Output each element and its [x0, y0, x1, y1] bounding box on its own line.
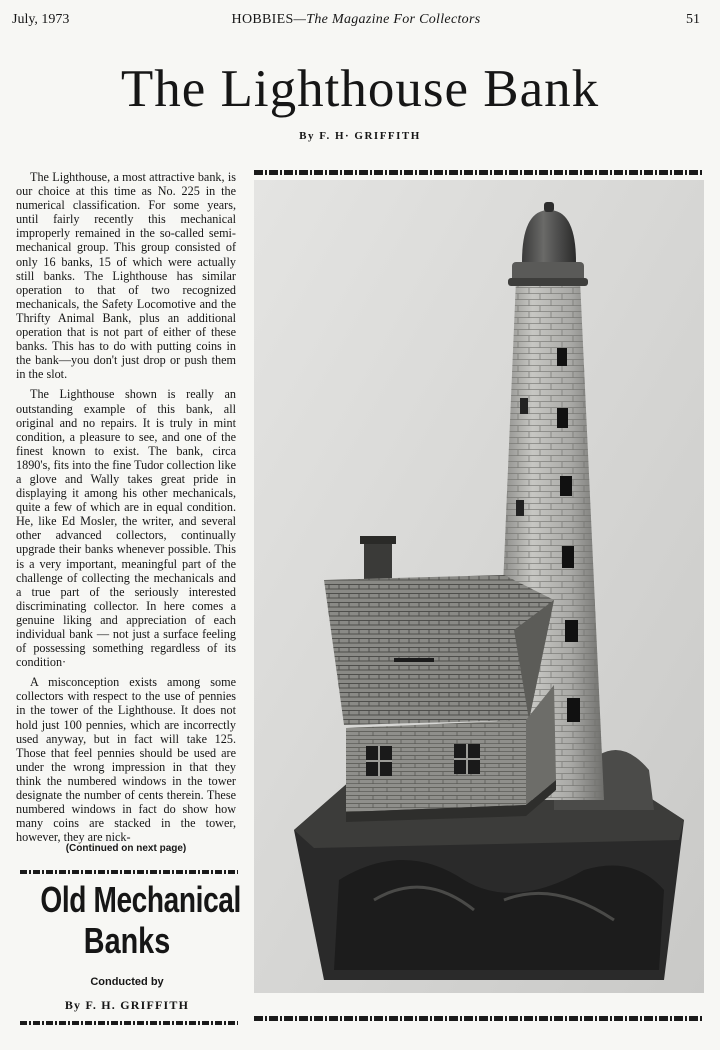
magazine-tagline: —The Magazine For Collectors: [293, 12, 481, 27]
divider-bottom-left: [20, 1021, 238, 1025]
divider-bottom-right: [254, 1016, 704, 1021]
department-title-line2: Banks: [83, 920, 171, 961]
article-paragraph-2: The Lighthouse shown is really an outstanding example of this bank, all original and no repairs. It is truly in mint condition, a pleasure to see, and one of the finest known to exist. The bank, circa 1890's, fits into the fine Tudor collection like a glove and Wally takes great pride in displaying it among his other mechanicals, quite a few of which are in equal condition. He, like Ed Mosler, the writer, and several other advanced collectors, continually upgrade their banks whenever possible. This is a very important, meaningful part of the challenge of collecting the mechanicals and a true part of the seriously interested discriminating collector. In here comes a genuine liking and appreciation of each individual bank — not just a surface feeling of possessing something regardless of its condition·: [16, 387, 236, 670]
issue-date: July, 1973: [12, 12, 70, 27]
running-header: [12, 12, 700, 34]
divider-top-right: [254, 170, 704, 175]
magazine-name: HOBBIES: [231, 12, 294, 27]
lighthouse-bank-illustration: [254, 180, 704, 993]
article-byline: By F. H· GRIFFITH: [299, 130, 421, 142]
department-conducted-by: Conducted by: [90, 976, 164, 988]
lighthouse-bank-photo: [254, 180, 704, 993]
article-paragraph-3: A misconception exists among some collectors with respect to the use of pennies in the tower of the Lighthouse. It does not hold just 100 pennies, which are incorrectly used anyway, but in fact will take 125. Those that feel pennies should be used are under the wrong impression in that they think the numbered windows in the tower designate the number of cents therein. These numbered windows in fact do show how many coins are stacked in the tower, however, they are nick-: [16, 675, 236, 845]
continued-note: (Continued on next page): [65, 843, 187, 854]
department-title-line1: Old Mechanical: [40, 879, 241, 920]
divider-top-left: [20, 870, 238, 874]
department-heading: [16, 879, 241, 1013]
magazine-title: [12, 12, 700, 28]
article-column: [16, 170, 236, 850]
department-author: By F. H. GRIFFITH: [64, 998, 190, 1012]
article-title: The Lighthouse Bank: [120, 60, 600, 118]
article-paragraph-1: The Lighthouse, a most attractive bank, is our choice at this time as No. 225 in the numerical classification. For some years, until fairly recently this mechanical improperly remained in the so-called semi-mechanical group. This group consisted of only 16 banks, 15 of which were actually still banks. The Lighthouse has similar operation to that of two recognized mechanicals, the Safety Locomotive and the Thrifty Animal Bank, plus an additional operation that is not part of either of these banks. This has to do with putting coins in the bank—you don't just drop or push them in the slot.: [16, 170, 236, 382]
page-number: 51: [686, 12, 700, 27]
